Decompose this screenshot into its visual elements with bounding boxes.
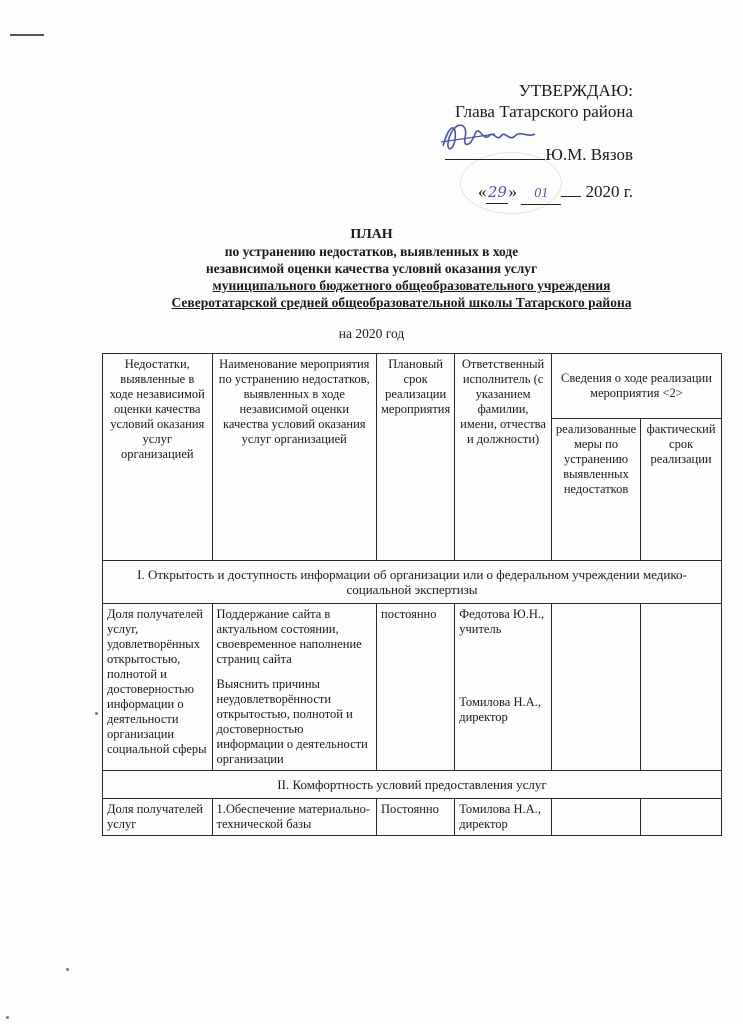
title-plan: ПЛАН [350, 227, 393, 242]
header-deficiencies: Недостатки, выявленные в ходе независимой оценки качества условий оказания услуг организацией [103, 354, 213, 561]
row-measures: 1.Обеспечение материально-технической базы [212, 799, 376, 836]
handwritten-signature [435, 116, 545, 160]
date-month: 01 [521, 183, 561, 205]
row-actual-term [641, 799, 722, 836]
row-measures [212, 604, 376, 771]
title-line-4: Северотатарской средней общеобразовательной школы Татарского района [171, 295, 632, 310]
row-actual-term [641, 604, 722, 771]
section-row [103, 561, 722, 604]
scan-dot [66, 968, 69, 971]
date-open-quote: « [477, 182, 487, 201]
header-progress-group: Сведения о ходе реализации мероприятия <2> [551, 354, 721, 419]
table-header-row [103, 354, 722, 419]
approval-date [445, 181, 633, 205]
responsible-item: Федотова Ю.Н., учитель [459, 607, 545, 636]
plan-table [102, 353, 722, 836]
date-day: 29 [486, 182, 508, 204]
row-responsible: Томилова Н.А., директор [455, 799, 552, 836]
scan-dot [95, 712, 98, 715]
table-row [103, 799, 722, 836]
row-implemented [551, 799, 640, 836]
scan-dot [6, 1016, 9, 1019]
title-line-3: муниципального бюджетного общеобразовательного учреждения [212, 278, 611, 293]
signer-name: Ю.М. Вязов [545, 145, 633, 164]
approver-position: Глава Татарского района [455, 102, 633, 121]
measure-item: Выяснить причины неудовлетворённости открытостью, полнотой и достоверностью информации о деятельности организации [216, 677, 368, 766]
document-title [0, 226, 743, 311]
responsible-item: Томилова Н.А., директор [459, 695, 541, 724]
scan-mark [10, 34, 44, 36]
row-deficiency: Доля получателей услуг, удовлетворённых открытостью, полнотой и достоверностью информации о деятельности организации социальной сферы [103, 604, 213, 771]
section-2-title: II. Комфортность условий предоставления услуг [103, 771, 722, 799]
row-deficiency: Доля получателей услуг [103, 799, 213, 836]
measure-item: Поддержание сайта в актуальном состоянии, своевременное наполнение страниц сайта [216, 607, 362, 666]
approve-label: УТВЕРЖДАЮ: [518, 81, 633, 100]
section-1-title: I. Открытость и доступность информации об организации или о федеральном учреждении медико-социальной экспертизы [103, 561, 722, 604]
title-line-1: по устранению недостатков, выявленных в ходе [224, 244, 519, 259]
header-planned-term: Плановый срок реализации мероприятия [377, 354, 455, 561]
header-responsible: Ответственный исполнитель (с указанием фамилии, имени, отчества и должности) [455, 354, 552, 561]
row-term: постоянно [377, 604, 455, 771]
title-line-2: независимой оценки качества условий оказания услуг [205, 261, 538, 276]
row-responsible [455, 604, 552, 771]
date-close-quote: » [508, 182, 517, 201]
row-implemented [551, 604, 640, 771]
date-year: 2020 г. [585, 182, 633, 201]
table-row [103, 604, 722, 771]
row-term: Постоянно [377, 799, 455, 836]
header-actual-term: фактический срок реализации [641, 419, 722, 561]
plan-year: на 2020 год [338, 326, 405, 341]
header-implemented-measures: реализованные меры по устранению выявленных недостатков [551, 419, 640, 561]
section-row [103, 771, 722, 799]
header-measure: Наименование мероприятия по устранению недостатков, выявленных в ходе независимой оценки качества условий оказания услуг организацией [212, 354, 376, 561]
